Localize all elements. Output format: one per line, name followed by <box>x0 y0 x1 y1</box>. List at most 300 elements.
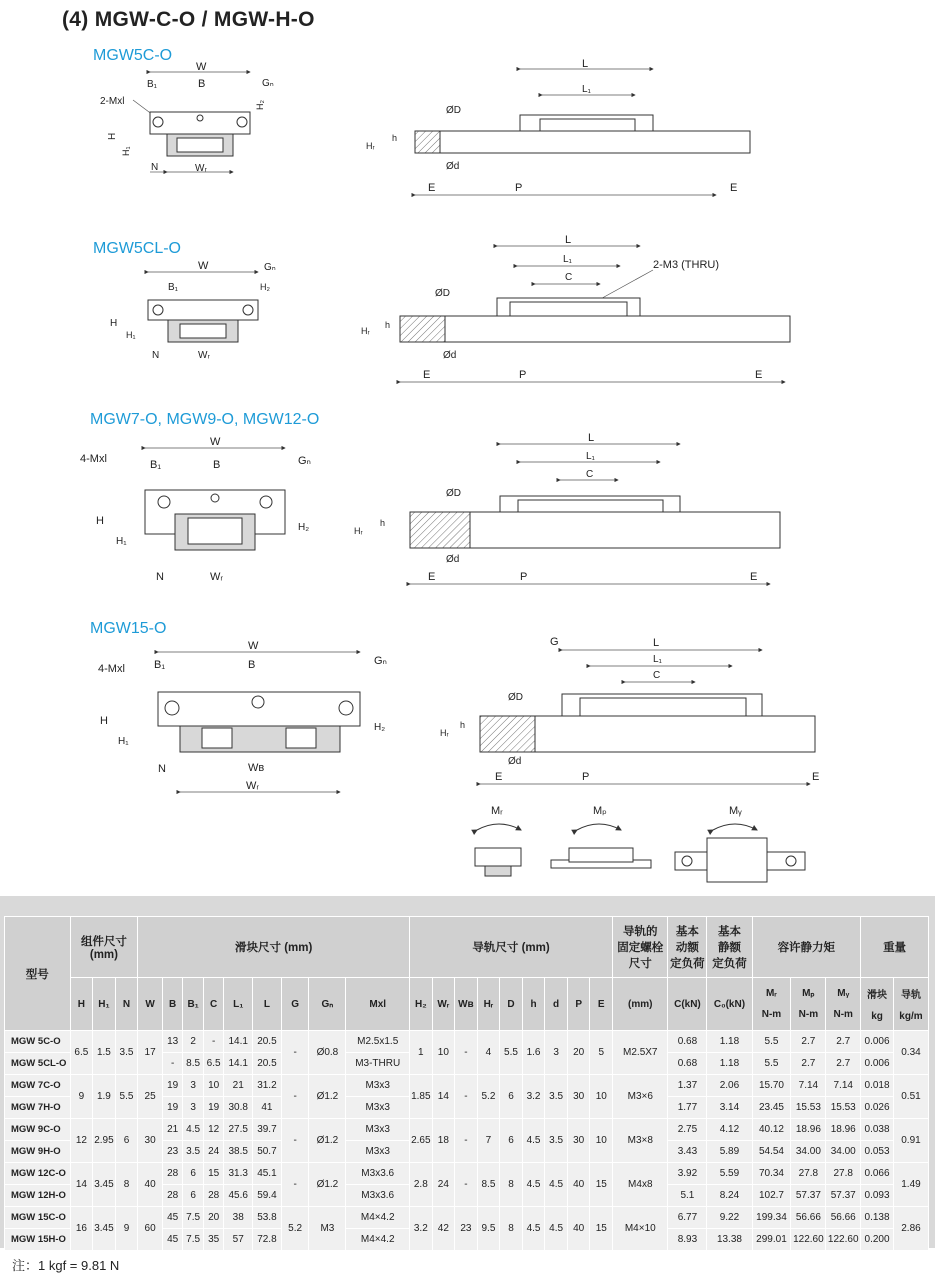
table-cell: 1.18 <box>707 1053 752 1075</box>
dim-wb-label: Wʙ <box>248 762 265 774</box>
table-cell: 3.5 <box>545 1119 568 1163</box>
table-cell: 0.138 <box>861 1207 894 1229</box>
sub-header-cell: H₁ <box>93 978 116 1031</box>
header-block: 滑块尺寸 (mm) <box>138 917 410 978</box>
table-cell: 3.5 <box>545 1075 568 1119</box>
dim-n-label: N <box>151 162 159 173</box>
table-cell: 30.8 <box>224 1097 253 1119</box>
dim-bore-small-d-label: Ød <box>508 756 522 767</box>
dim-small-h-label: h <box>385 320 391 330</box>
table-cell: 0.093 <box>861 1185 894 1207</box>
table-cell: - <box>455 1031 478 1075</box>
table-cell: 5.2 <box>281 1207 309 1251</box>
dim-b1-label: B₁ <box>168 282 179 293</box>
table-cell: 9.22 <box>707 1207 752 1229</box>
mgw15-front-view <box>90 640 400 800</box>
model-cell: MGW 15C-O <box>5 1207 71 1229</box>
table-cell: 4.5 <box>522 1207 545 1251</box>
table-cell: 6.5 <box>70 1031 93 1075</box>
table-cell: 14.1 <box>224 1031 253 1053</box>
table-cell: 20.5 <box>253 1053 282 1075</box>
table-cell: 56.66 <box>791 1207 826 1229</box>
table-cell: 2.65 <box>410 1119 433 1163</box>
sub-header-cell: B <box>162 978 183 1031</box>
spec-table <box>4 916 929 1251</box>
table-cell: 39.7 <box>253 1119 282 1141</box>
table-cell: 15.53 <box>826 1097 861 1119</box>
table-cell: M3x3 <box>346 1119 410 1141</box>
table-cell: 27.5 <box>224 1119 253 1141</box>
header-moment: 容许静力矩 <box>752 917 861 978</box>
table-cell: 34.00 <box>791 1141 826 1163</box>
dim-e-label: E <box>495 771 503 783</box>
table-cell: 9 <box>70 1075 93 1119</box>
table-cell: M3x3.6 <box>346 1163 410 1185</box>
header-rail: 导轨尺寸 (mm) <box>410 917 613 978</box>
page-title: (4) MGW-C-O / MGW-H-O <box>62 8 315 31</box>
dim-bore-small-d-label: Ød <box>446 554 460 565</box>
sub-header-cell: D <box>500 978 523 1031</box>
table-cell: 38 <box>224 1207 253 1229</box>
table-cell: 15 <box>590 1163 613 1207</box>
table-cell: 59.4 <box>253 1185 282 1207</box>
table-cell: 2.75 <box>668 1119 707 1141</box>
table-cell: 6 <box>183 1163 204 1185</box>
header-assembly: 组件尺寸 (mm) <box>70 917 138 978</box>
table-cell: 3.92 <box>668 1163 707 1185</box>
table-cell: M4×4.2 <box>346 1207 410 1229</box>
table-cell: 45.6 <box>224 1185 253 1207</box>
table-cell: 40 <box>567 1207 590 1251</box>
table-cell: 6 <box>115 1119 138 1163</box>
dim-wr-label: Wᵣ <box>198 350 210 361</box>
table-cell: 70.34 <box>752 1163 791 1185</box>
table-cell: M4×10 <box>613 1207 668 1251</box>
dim-w-label: W <box>248 640 259 652</box>
dim-c-label: C <box>653 670 661 681</box>
table-cell: 8 <box>115 1163 138 1207</box>
table-cell: 19 <box>162 1075 183 1097</box>
section-title-mgw5cl: MGW5CL-O <box>93 240 181 257</box>
table-cell: 2.7 <box>826 1031 861 1053</box>
section-title-mgw15: MGW15-O <box>90 620 167 637</box>
mgw5c-side-view <box>360 55 760 200</box>
table-cell: 28 <box>203 1185 224 1207</box>
sub-header-cell: Gₙ <box>309 978 346 1031</box>
header-weight: 重量 <box>861 917 929 978</box>
moment-diagrams <box>465 800 815 885</box>
model-cell: MGW 9C-O <box>5 1119 71 1141</box>
dim-p-label: P <box>582 771 590 783</box>
spec-table-panel <box>0 896 935 1248</box>
sub-header-cell: C₀(kN) <box>707 978 752 1031</box>
table-cell: 5.89 <box>707 1141 752 1163</box>
dim-bore-d-label: ØD <box>508 692 523 703</box>
sub-header-cell: G <box>281 978 309 1031</box>
table-cell: 57.37 <box>826 1185 861 1207</box>
table-cell: 27.8 <box>791 1163 826 1185</box>
sub-header-cell: C(kN) <box>668 978 707 1031</box>
table-cell: 6 <box>183 1185 204 1207</box>
dim-b1-label: B₁ <box>147 79 158 90</box>
dim-h2-label: H₂ <box>298 522 310 533</box>
table-cell: 0.006 <box>861 1053 894 1075</box>
table-cell: 7.14 <box>826 1075 861 1097</box>
sub-header-cell: Wʙ <box>455 978 478 1031</box>
table-cell: 23 <box>162 1141 183 1163</box>
table-cell: 31.3 <box>224 1163 253 1185</box>
sub-header-cell: W <box>138 978 163 1031</box>
dim-gn-label: Gₙ <box>262 78 274 89</box>
mgw5cl-side-view <box>355 232 795 387</box>
table-cell: - <box>281 1119 309 1163</box>
table-cell: 0.34 <box>893 1031 928 1075</box>
table-cell: 15.53 <box>791 1097 826 1119</box>
table-cell: 122.60 <box>791 1229 826 1251</box>
sub-header-cell: Mᵣ N-m <box>752 978 791 1031</box>
table-cell: 7.14 <box>791 1075 826 1097</box>
dim-wr-label: Wᵣ <box>210 571 224 583</box>
dim-e-right-label: E <box>750 571 758 583</box>
table-cell: 3.5 <box>183 1141 204 1163</box>
table-cell: 7.5 <box>183 1207 204 1229</box>
table-cell: 23 <box>455 1207 478 1251</box>
moment-mp-label: Mₚ <box>593 805 607 817</box>
dim-l1-label: L₁ <box>586 451 595 462</box>
dim-e-right-label: E <box>755 369 763 381</box>
table-cell: - <box>281 1075 309 1119</box>
table-cell: 40.12 <box>752 1119 791 1141</box>
dim-e-label: E <box>428 571 436 583</box>
table-cell: 10 <box>590 1119 613 1163</box>
dim-h-label: H <box>110 318 118 329</box>
table-cell: 60 <box>138 1207 163 1251</box>
sub-header-cell: N <box>115 978 138 1031</box>
table-cell: - <box>203 1031 224 1053</box>
table-cell: 72.8 <box>253 1229 282 1251</box>
table-cell: 5.5 <box>752 1031 791 1053</box>
dim-hr-label: Hᵣ <box>440 728 449 738</box>
table-cell: 122.60 <box>826 1229 861 1251</box>
dim-gn-label: Gₙ <box>298 455 311 467</box>
table-cell: 45.1 <box>253 1163 282 1185</box>
table-cell: 30 <box>567 1075 590 1119</box>
table-cell: M3x3.6 <box>346 1185 410 1207</box>
table-cell: Ø1.2 <box>309 1119 346 1163</box>
table-cell: 199.34 <box>752 1207 791 1229</box>
dim-e-label: E <box>423 369 431 381</box>
table-cell: 24 <box>203 1141 224 1163</box>
table-cell: M3x3 <box>346 1075 410 1097</box>
table-cell: 2.06 <box>707 1075 752 1097</box>
table-cell: Ø1.2 <box>309 1163 346 1207</box>
sub-header-cell: B₁ <box>183 978 204 1031</box>
header-model: 型号 <box>5 917 71 1031</box>
table-cell: 10 <box>432 1031 455 1075</box>
dim-b-label: B <box>198 78 206 90</box>
table-cell: 0.006 <box>861 1031 894 1053</box>
table-cell: 28 <box>162 1185 183 1207</box>
table-cell: 0.053 <box>861 1141 894 1163</box>
table-cell: - <box>281 1163 309 1207</box>
table-cell: 14.1 <box>224 1053 253 1075</box>
table-cell: 3.2 <box>410 1207 433 1251</box>
table-cell: 1.18 <box>707 1031 752 1053</box>
table-cell: 3 <box>183 1075 204 1097</box>
dim-e-right-label: E <box>812 771 820 783</box>
dim-w-label: W <box>198 260 209 272</box>
dim-c-label: C <box>565 272 573 283</box>
dim-bore-small-d-label: Ød <box>446 161 460 172</box>
dim-w-label: W <box>210 436 221 448</box>
table-cell: 12 <box>203 1119 224 1141</box>
table-cell: 27.8 <box>826 1163 861 1185</box>
header-bolt: 导轨的 固定螺栓 尺寸 <box>613 917 668 978</box>
table-cell: 56.66 <box>826 1207 861 1229</box>
dim-l-label: L <box>588 432 595 444</box>
dim-l1-label: L₁ <box>582 84 591 95</box>
table-cell: 7.5 <box>183 1229 204 1251</box>
table-cell: 19 <box>162 1097 183 1119</box>
dim-small-h-label: h <box>460 720 466 730</box>
table-cell: 5.5 <box>752 1053 791 1075</box>
sub-header-cell: C <box>203 978 224 1031</box>
sub-header-cell: Mxl <box>346 978 410 1031</box>
dim-hr-label: Hᵣ <box>354 526 363 536</box>
table-cell: 4.5 <box>522 1119 545 1163</box>
dim-w-label: W <box>196 61 207 73</box>
table-cell: 42 <box>432 1207 455 1251</box>
table-cell: 38.5 <box>224 1141 253 1163</box>
dim-wr-label: Wᵣ <box>246 780 260 792</box>
table-cell: 5.59 <box>707 1163 752 1185</box>
table-cell: 53.8 <box>253 1207 282 1229</box>
table-cell: 5.5 <box>500 1031 523 1075</box>
table-cell: M3×6 <box>613 1075 668 1119</box>
table-cell: 3 <box>545 1031 568 1075</box>
dim-l-label: L <box>582 58 589 70</box>
dim-small-h-label: h <box>380 518 386 528</box>
dim-b-label: B <box>213 459 221 471</box>
unit-note: 注：1 kgf = 9.81 N <box>12 1258 120 1273</box>
table-cell: 18.96 <box>826 1119 861 1141</box>
table-cell: 4.5 <box>545 1207 568 1251</box>
table-cell: 3.43 <box>668 1141 707 1163</box>
mxl-label: 2-Mxl <box>100 96 125 107</box>
table-cell: 8.93 <box>668 1229 707 1251</box>
dim-bore-d-label: ØD <box>435 288 450 299</box>
table-cell: 3 <box>183 1097 204 1119</box>
dim-l1-label: L₁ <box>563 254 572 265</box>
dim-l-label: L <box>565 234 572 246</box>
dim-n-label: N <box>156 571 164 583</box>
table-cell: M2.5x1.5 <box>346 1031 410 1053</box>
model-cell: MGW 5C-O <box>5 1031 71 1053</box>
table-cell: 50.7 <box>253 1141 282 1163</box>
table-cell: Ø0.8 <box>309 1031 346 1075</box>
dim-b1-label: B₁ <box>154 659 166 671</box>
table-cell: 8 <box>500 1163 523 1207</box>
header-dynamic: 基本 动额 定负荷 <box>668 917 707 978</box>
sub-header-cell: L₁ <box>224 978 253 1031</box>
table-cell: 102.7 <box>752 1185 791 1207</box>
dim-bore-d-label: ØD <box>446 488 461 499</box>
model-cell: MGW 7C-O <box>5 1075 71 1097</box>
table-cell: 6.77 <box>668 1207 707 1229</box>
dim-bore-small-d-label: Ød <box>443 350 457 361</box>
table-cell: 9 <box>115 1207 138 1251</box>
model-cell: MGW 12H-O <box>5 1185 71 1207</box>
table-cell: - <box>455 1119 478 1163</box>
table-cell: 4.5 <box>183 1119 204 1141</box>
mxl-label: 4-Mxl <box>98 663 125 675</box>
table-cell: 24 <box>432 1163 455 1207</box>
mxl-label: 4-Mxl <box>80 453 107 465</box>
table-cell: 6 <box>500 1075 523 1119</box>
mgw7-9-12-front-view <box>80 432 320 592</box>
table-cell: 21 <box>162 1119 183 1141</box>
dim-h1-label: H₁ <box>121 146 131 156</box>
table-cell: 8.5 <box>183 1053 204 1075</box>
dim-g-label: G <box>550 636 559 648</box>
sub-header-cell: H₂ <box>410 978 433 1031</box>
table-cell: 45 <box>162 1207 183 1229</box>
table-cell: 10 <box>590 1075 613 1119</box>
table-cell: 0.68 <box>668 1053 707 1075</box>
table-cell: 1.9 <box>93 1075 116 1119</box>
table-cell: 15 <box>203 1163 224 1185</box>
table-cell: 8.24 <box>707 1185 752 1207</box>
table-row <box>5 1119 929 1141</box>
table-cell: 2.8 <box>410 1163 433 1207</box>
sub-header-cell: H <box>70 978 93 1031</box>
table-cell: 18.96 <box>791 1119 826 1141</box>
table-cell: 3.45 <box>93 1207 116 1251</box>
table-cell: - <box>455 1163 478 1207</box>
table-cell: M4×4.2 <box>346 1229 410 1251</box>
table-cell: 21 <box>224 1075 253 1097</box>
table-cell: M2.5X7 <box>613 1031 668 1075</box>
dim-hr-label: Hᵣ <box>366 141 375 151</box>
table-cell: 35 <box>203 1229 224 1251</box>
table-cell: 6.5 <box>203 1053 224 1075</box>
dim-n-label: N <box>158 763 166 775</box>
table-cell: M3×8 <box>613 1119 668 1163</box>
dim-bore-d-label: ØD <box>446 105 461 116</box>
table-cell: M3-THRU <box>346 1053 410 1075</box>
table-cell: 2 <box>183 1031 204 1053</box>
dim-p-label: P <box>515 182 523 194</box>
table-cell: 1.85 <box>410 1075 433 1119</box>
table-cell: 1.6 <box>522 1031 545 1075</box>
dim-h2-label: H₂ <box>255 100 265 110</box>
table-cell: 4.5 <box>522 1163 545 1207</box>
table-cell: 5.2 <box>477 1075 500 1119</box>
table-cell: 4 <box>477 1031 500 1075</box>
table-cell: 3.14 <box>707 1097 752 1119</box>
table-cell: - <box>281 1031 309 1075</box>
table-cell: 2.7 <box>791 1053 826 1075</box>
table-cell: 1 <box>410 1031 433 1075</box>
dim-wr-label: Wᵣ <box>195 163 207 174</box>
dim-h-label: H <box>107 132 118 140</box>
sub-header-cell: Mᵧ N-m <box>826 978 861 1031</box>
table-cell: 40 <box>138 1163 163 1207</box>
section-title-mgw7-9-12: MGW7-O, MGW9-O, MGW12-O <box>90 411 320 428</box>
table-row <box>5 1207 929 1229</box>
thru-hole-label: 2-M3 (THRU) <box>653 259 719 271</box>
table-cell: 0.51 <box>893 1075 928 1119</box>
section-title-mgw5c: MGW5C-O <box>93 47 173 64</box>
table-cell: 13 <box>162 1031 183 1053</box>
table-cell: 15.70 <box>752 1075 791 1097</box>
table-row <box>5 1163 929 1185</box>
table-cell: 1.5 <box>93 1031 116 1075</box>
model-cell: MGW 5CL-O <box>5 1053 71 1075</box>
dim-hr-label: Hᵣ <box>361 326 370 336</box>
table-cell: 0.026 <box>861 1097 894 1119</box>
table-cell: M3x3 <box>346 1141 410 1163</box>
table-cell: 40 <box>567 1163 590 1207</box>
spec-body <box>5 1031 929 1251</box>
sub-header-cell: Mₚ N-m <box>791 978 826 1031</box>
sub-header-cell: L <box>253 978 282 1031</box>
table-cell: 30 <box>567 1119 590 1163</box>
table-cell: M4x8 <box>613 1163 668 1207</box>
dim-n-label: N <box>152 350 160 361</box>
table-cell: M3x3 <box>346 1097 410 1119</box>
sub-header-cell: 滑块 kg <box>861 978 894 1031</box>
dim-e-right-label: E <box>730 182 738 194</box>
model-cell: MGW 9H-O <box>5 1141 71 1163</box>
table-cell: 16 <box>70 1207 93 1251</box>
table-cell: 3.2 <box>522 1075 545 1119</box>
sub-header-cell: (mm) <box>613 978 668 1031</box>
sub-header-cell: d <box>545 978 568 1031</box>
moment-my-label: Mᵧ <box>729 805 742 817</box>
table-cell: 1.37 <box>668 1075 707 1097</box>
mgw5cl-front-view <box>100 258 290 368</box>
table-cell: 7 <box>477 1119 500 1163</box>
dim-small-h-label: h <box>392 133 398 143</box>
table-cell: 19 <box>203 1097 224 1119</box>
dim-c-label: C <box>586 469 594 480</box>
table-cell: 28 <box>162 1163 183 1185</box>
table-cell: 3.5 <box>115 1031 138 1075</box>
table-cell: 41 <box>253 1097 282 1119</box>
table-cell: 8 <box>500 1207 523 1251</box>
dim-h2-label: H₂ <box>260 282 270 292</box>
table-cell: 2.7 <box>826 1053 861 1075</box>
table-cell: - <box>455 1075 478 1119</box>
model-cell: MGW 12C-O <box>5 1163 71 1185</box>
table-cell: 0.200 <box>861 1229 894 1251</box>
dim-gn-label: Gₙ <box>374 655 387 667</box>
table-cell: 0.038 <box>861 1119 894 1141</box>
mgw15-side-view <box>440 630 820 790</box>
table-cell: 1.77 <box>668 1097 707 1119</box>
table-cell: 8.5 <box>477 1163 500 1207</box>
model-cell: MGW 7H-O <box>5 1097 71 1119</box>
table-cell: 20 <box>203 1207 224 1229</box>
sub-header-cell: E <box>590 978 613 1031</box>
table-cell: 13.38 <box>707 1229 752 1251</box>
table-cell: 0.68 <box>668 1031 707 1053</box>
table-cell: 2.95 <box>93 1119 116 1163</box>
table-cell: 2.7 <box>791 1031 826 1053</box>
dim-h-label: H <box>96 515 104 527</box>
mgw5c-front-view <box>95 60 285 185</box>
